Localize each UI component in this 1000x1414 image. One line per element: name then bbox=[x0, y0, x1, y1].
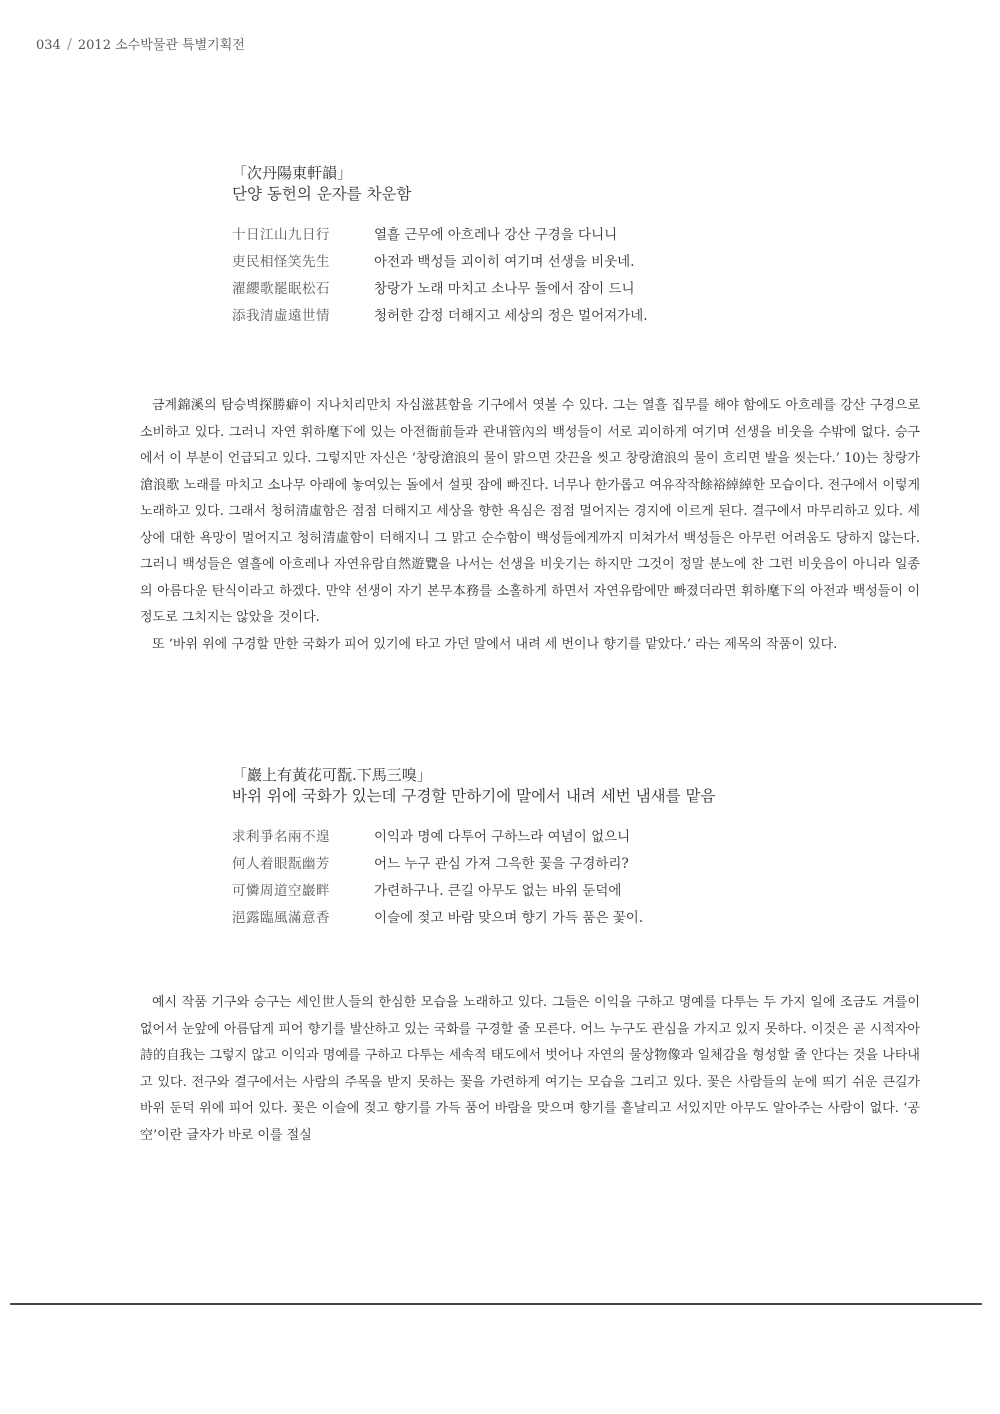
paragraph: 예시 작품 기구와 승구는 세인世人들의 한심한 모습을 노래하고 있다. 그들은 이익을 구하고 명예를 다투는 두 가지 일에 조금도 겨를이 없어서 눈앞에 아름답게 피어 향기를 발산하고 있는 국화를 구경할 줄 모른다. 어느 누구도 관심을 가지고 있지 못하다. 이것은 곧 시적자아詩的自我는 그렇지 않고 이익과 명예를 구하고 다투는 세속적 태도에서 벗어나 자연의 물상物像과 일체감을 형성할 줄 안다는 것을 나타내고 있다. 전구와 결구에서는 사람의 주목을 받지 못하는 꽃을 가련하게 여기는 모습을 그리고 있다. 꽃은 사람들의 눈에 띄기 쉬운 큰길가 바위 둔덕 위에 피어 있다. 꽃은 이슬에 젖고 향기를 가득 품어 바람을 맞으며 향기를 흩날리고 서있지만 아무도 알아주는 사람이 없다. ‘공空’이란 글자가 바로 이를 절실 bbox=[140, 995, 920, 1143]
poem-hanja: 浥露臨風滿意香 bbox=[232, 909, 330, 926]
poem-korean: 이슬에 젖고 바람 맞으며 향기 가득 품은 꽃이. bbox=[374, 909, 644, 926]
poem-korean: 가련하구나. 큰길 아무도 없는 바위 둔덕에 bbox=[374, 882, 622, 899]
poem-1-title: 「次丹陽東軒韻」 bbox=[232, 164, 353, 182]
poem-line bbox=[232, 875, 932, 902]
poem-korean: 창랑가 노래 마치고 소나무 돌에서 잠이 드니 bbox=[374, 280, 635, 297]
poem-2-subtitle: 바위 위에 국화가 있는데 구경할 만하기에 말에서 내려 세번 냄새를 맡음 bbox=[232, 787, 716, 805]
poem-hanja: 何人着眼翫幽芳 bbox=[232, 855, 330, 872]
poem-line bbox=[232, 902, 932, 929]
commentary-1 bbox=[140, 393, 920, 658]
bottom-rule bbox=[10, 1303, 982, 1305]
running-title: 2012 소수박물관 특별기획전 bbox=[77, 38, 245, 53]
poem-hanja: 求利爭名兩不遑 bbox=[232, 828, 330, 845]
poem-korean: 청허한 감정 더해지고 세상의 정은 멀어져가네. bbox=[374, 307, 648, 324]
poem-line bbox=[232, 246, 932, 273]
poem-1-subtitle: 단양 동헌의 운자를 차운함 bbox=[232, 185, 412, 203]
poem-hanja: 濯纓歌罷眠松石 bbox=[232, 280, 330, 297]
page-number: 034 bbox=[36, 38, 61, 53]
poem-hanja: 可憐周道空巖畔 bbox=[232, 882, 330, 899]
poem-line bbox=[232, 273, 932, 300]
poem-2-title: 「巖上有黃花可翫.下馬三嗅」 bbox=[232, 766, 432, 784]
poem-1 bbox=[232, 163, 932, 327]
poem-hanja: 添我清虛遠世情 bbox=[232, 307, 330, 324]
paragraph: 또 ‘바위 위에 구경할 만한 국화가 피어 있기에 타고 가던 말에서 내려 세 번이나 향기를 맡았다.’ 라는 제목의 작품이 있다. bbox=[152, 636, 838, 652]
poem-line bbox=[232, 219, 932, 246]
poem-line bbox=[232, 300, 932, 327]
poem-korean: 아전과 백성들 괴이히 여기며 선생을 비웃네. bbox=[374, 253, 635, 270]
running-header bbox=[36, 34, 245, 53]
poem-line bbox=[232, 848, 932, 875]
poem-line bbox=[232, 821, 932, 848]
commentary-2 bbox=[140, 990, 920, 1149]
poem-hanja: 吏民相怪笑先生 bbox=[232, 253, 330, 270]
paragraph: 금계錦溪의 탐승벽探勝癖이 지나치리만치 자심滋甚함을 기구에서 엿볼 수 있다. 그는 열흘 집무를 해야 함에도 아흐레를 강산 구경으로 소비하고 있다. 그러니 자연 휘하麾下에 있는 아전衙前들과 관내管內의 백성들이 서로 괴이하게 여기며 선생을 비웃을 수밖에 없다. 승구에서 이 부분이 언급되고 있다. 그렇지만 자신은 ‘창랑滄浪의 물이 맑으면 갓끈을 씻고 창랑滄浪의 물이 흐리면 발을 씻는다.’ 10)는 창랑가滄浪歌 노래를 마치고 소나무 아래에 놓여있는 돌에서 설핏 잠에 빠진다. 너무나 한가롭고 여유작작餘裕綽綽한 모습이다. 전구에서 이렇게 노래하고 있다. 그래서 청허清虛함은 점점 더해지고 세상을 향한 욕심은 점점 멀어지는 경지에 이르게 된다. 결구에서 마무리하고 있다. 세상에 대한 욕망이 멀어지고 청허清虛함이 더해지니 그 맑고 순수함이 백성들에게까지 미쳐가서 백성들은 아무런 어려움도 당하지 않는다. 그러니 백성들은 열흘에 아흐레나 자연유람自然遊覽을 나서는 선생을 비웃기는 하지만 그것이 정말 분노에 찬 그런 비웃음이 아니라 일종의 아름다운 탄식이라고 하겠다. 만약 선생이 자기 본무本務를 소홀하게 하면서 자연유람에만 빠졌더라면 휘하麾下의 아전과 백성들이 이 정도로 그치지는 않았을 것이다. bbox=[140, 398, 920, 625]
poem-korean: 이익과 명예 다투어 구하느라 여념이 없으니 bbox=[374, 828, 631, 845]
poem-2 bbox=[232, 765, 932, 929]
poem-korean: 열흘 근무에 아흐레나 강산 구경을 다니니 bbox=[374, 226, 618, 243]
header-divider: / bbox=[66, 35, 72, 53]
poem-hanja: 十日江山九日行 bbox=[232, 226, 330, 243]
poem-korean: 어느 누구 관심 가져 그윽한 꽃을 구경하리? bbox=[374, 855, 629, 872]
